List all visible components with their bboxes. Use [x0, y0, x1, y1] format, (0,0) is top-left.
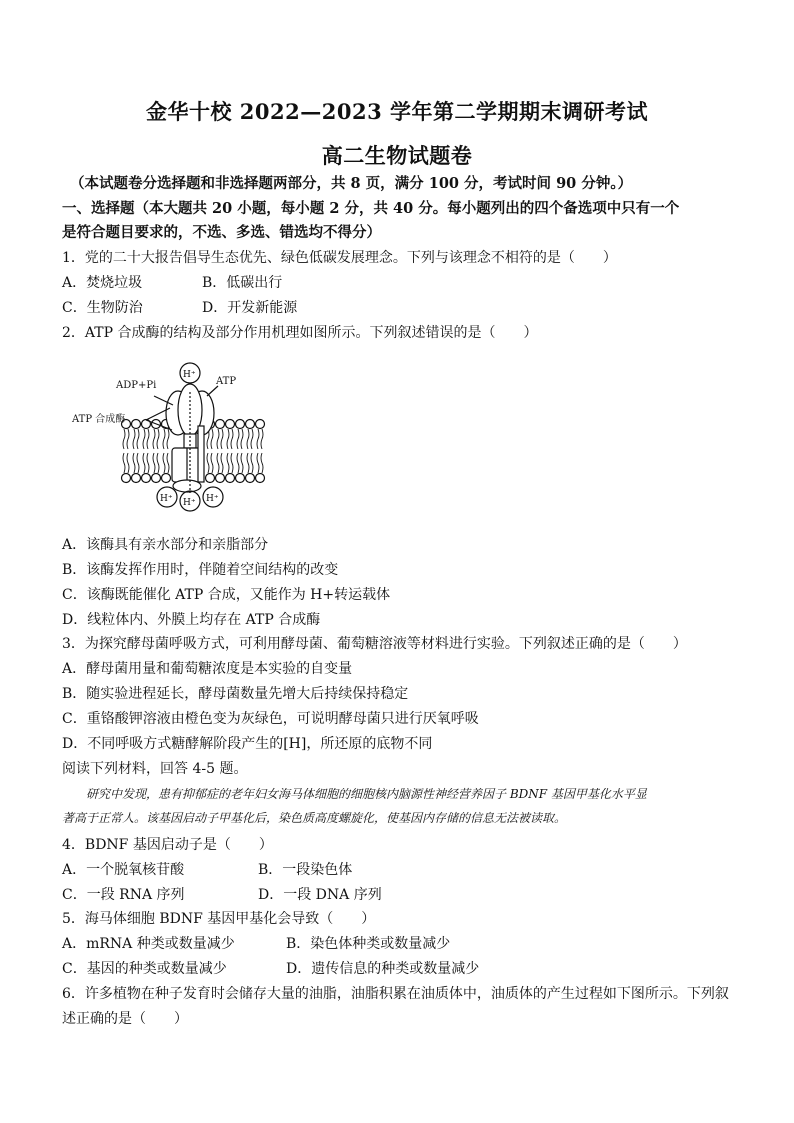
- exam-subtitle: 高二生物试题卷: [321, 143, 473, 168]
- section-heading-line2: 是符合题目要求的，不选、多选、错选均不得分）: [62, 224, 381, 241]
- q5-option-b: B．染色体种类或数量减少: [286, 936, 451, 952]
- label-h-1: H⁺: [160, 494, 173, 504]
- atp-arrow: [207, 386, 218, 396]
- q4-option-d: D．一段 DNA 序列: [258, 887, 382, 903]
- atp-synthase-figure: [70, 358, 270, 518]
- q3-option-d: D．不同呼吸方式糖酵解阶段产生的[H]，所还原的底物不同: [62, 736, 433, 752]
- section-heading-line1: 一、选择题（本大题共 20 小题，每小题 2 分，共 40 分。每小题列出的四个备选项中只有一个: [62, 200, 680, 217]
- q3-option-c: C．重铬酸钾溶液由橙色变为灰绿色，可说明酵母菌只进行厌氧呼吸: [62, 711, 479, 727]
- q4-option-a: A．一个脱氧核苷酸: [62, 862, 185, 878]
- q2-option-c: C．该酶既能催化 ATP 合成，又能作为 H+转运载体: [62, 587, 391, 603]
- label-enzyme: ATP 合成酶: [72, 414, 126, 425]
- q1-option-d: D．开发新能源: [202, 300, 298, 316]
- reading-intro: 阅读下列材料，回答 4-5 题。: [62, 761, 248, 777]
- q3-option-a: A．酵母菌用量和葡萄糖浓度是本实验的自变量: [62, 661, 353, 677]
- q6-stem-line1: 6．许多植物在种子发育时会储存大量的油脂，油脂积累在油质体中，油质体的产生过程如下图所示。下列叙: [62, 986, 729, 1002]
- label-h-3: H⁺: [206, 494, 219, 504]
- reading-passage-line1: 研究中发现，患有抑郁症的老年妇女海马体细胞的细胞核内脑源性神经营养因子 BDNF 基因甲基化水平显: [86, 787, 647, 801]
- q2-option-d: D．线粒体内、外膜上均存在 ATP 合成酶: [62, 612, 321, 628]
- label-h-2: H⁺: [183, 498, 196, 508]
- q4-stem: 4．BDNF 基因启动子是（ ）: [62, 837, 273, 853]
- q1-option-b: B．低碳出行: [202, 275, 283, 291]
- q5-stem: 5．海马体细胞 BDNF 基因甲基化会导致（ ）: [62, 911, 376, 927]
- q6-stem-line2: 述正确的是（ ）: [62, 1011, 188, 1027]
- q2-option-a: A．该酶具有亲水部分和亲脂部分: [62, 537, 269, 553]
- exam-title: 金华十校 2022—2023 学年第二学期期末调研考试: [145, 99, 648, 124]
- q5-option-c: C．基因的种类或数量减少: [62, 961, 227, 977]
- q3-option-b: B．随实验进程延长，酵母菌数量先增大后持续保持稳定: [62, 686, 409, 702]
- label-atp: ATP: [216, 376, 237, 387]
- q1-option-c: C．生物防治: [62, 300, 143, 316]
- q5-option-d: D．遗传信息的种类或数量减少: [286, 961, 480, 977]
- q5-option-a: A．mRNA 种类或数量减少: [62, 936, 235, 952]
- q4-option-c: C．一段 RNA 序列: [62, 887, 185, 903]
- exam-note: （本试题卷分选择题和非选择题两部分，共 8 页，满分 100 分，考试时间 90 分钟。）: [70, 175, 633, 192]
- reading-passage-line2: 著高于正常人。该基因启动子甲基化后，染色质高度螺旋化，使基因内存储的信息无法被读取。: [62, 811, 567, 825]
- q1-option-a: A．焚烧垃圾: [62, 275, 143, 291]
- label-adp: ADP+Pi: [116, 380, 157, 391]
- q2-stem: 2．ATP 合成酶的结构及部分作用机理如图所示。下列叙述错误的是（ ）: [62, 325, 538, 341]
- enzyme-stalk: [172, 426, 204, 492]
- q4-option-b: B．一段染色体: [258, 862, 353, 878]
- q3-stem: 3．为探究酵母菌呼吸方式，可利用酵母菌、葡萄糖溶液等材料进行实验。下列叙述正确的是（ ）: [62, 636, 687, 652]
- q2-option-b: B．该酶发挥作用时，伴随着空间结构的改变: [62, 562, 339, 578]
- label-h-top: H⁺: [183, 370, 196, 380]
- q1-stem: 1．党的二十大报告倡导生态优先、绿色低碳发展理念。下列与该理念不相符的是（ ）: [62, 250, 617, 266]
